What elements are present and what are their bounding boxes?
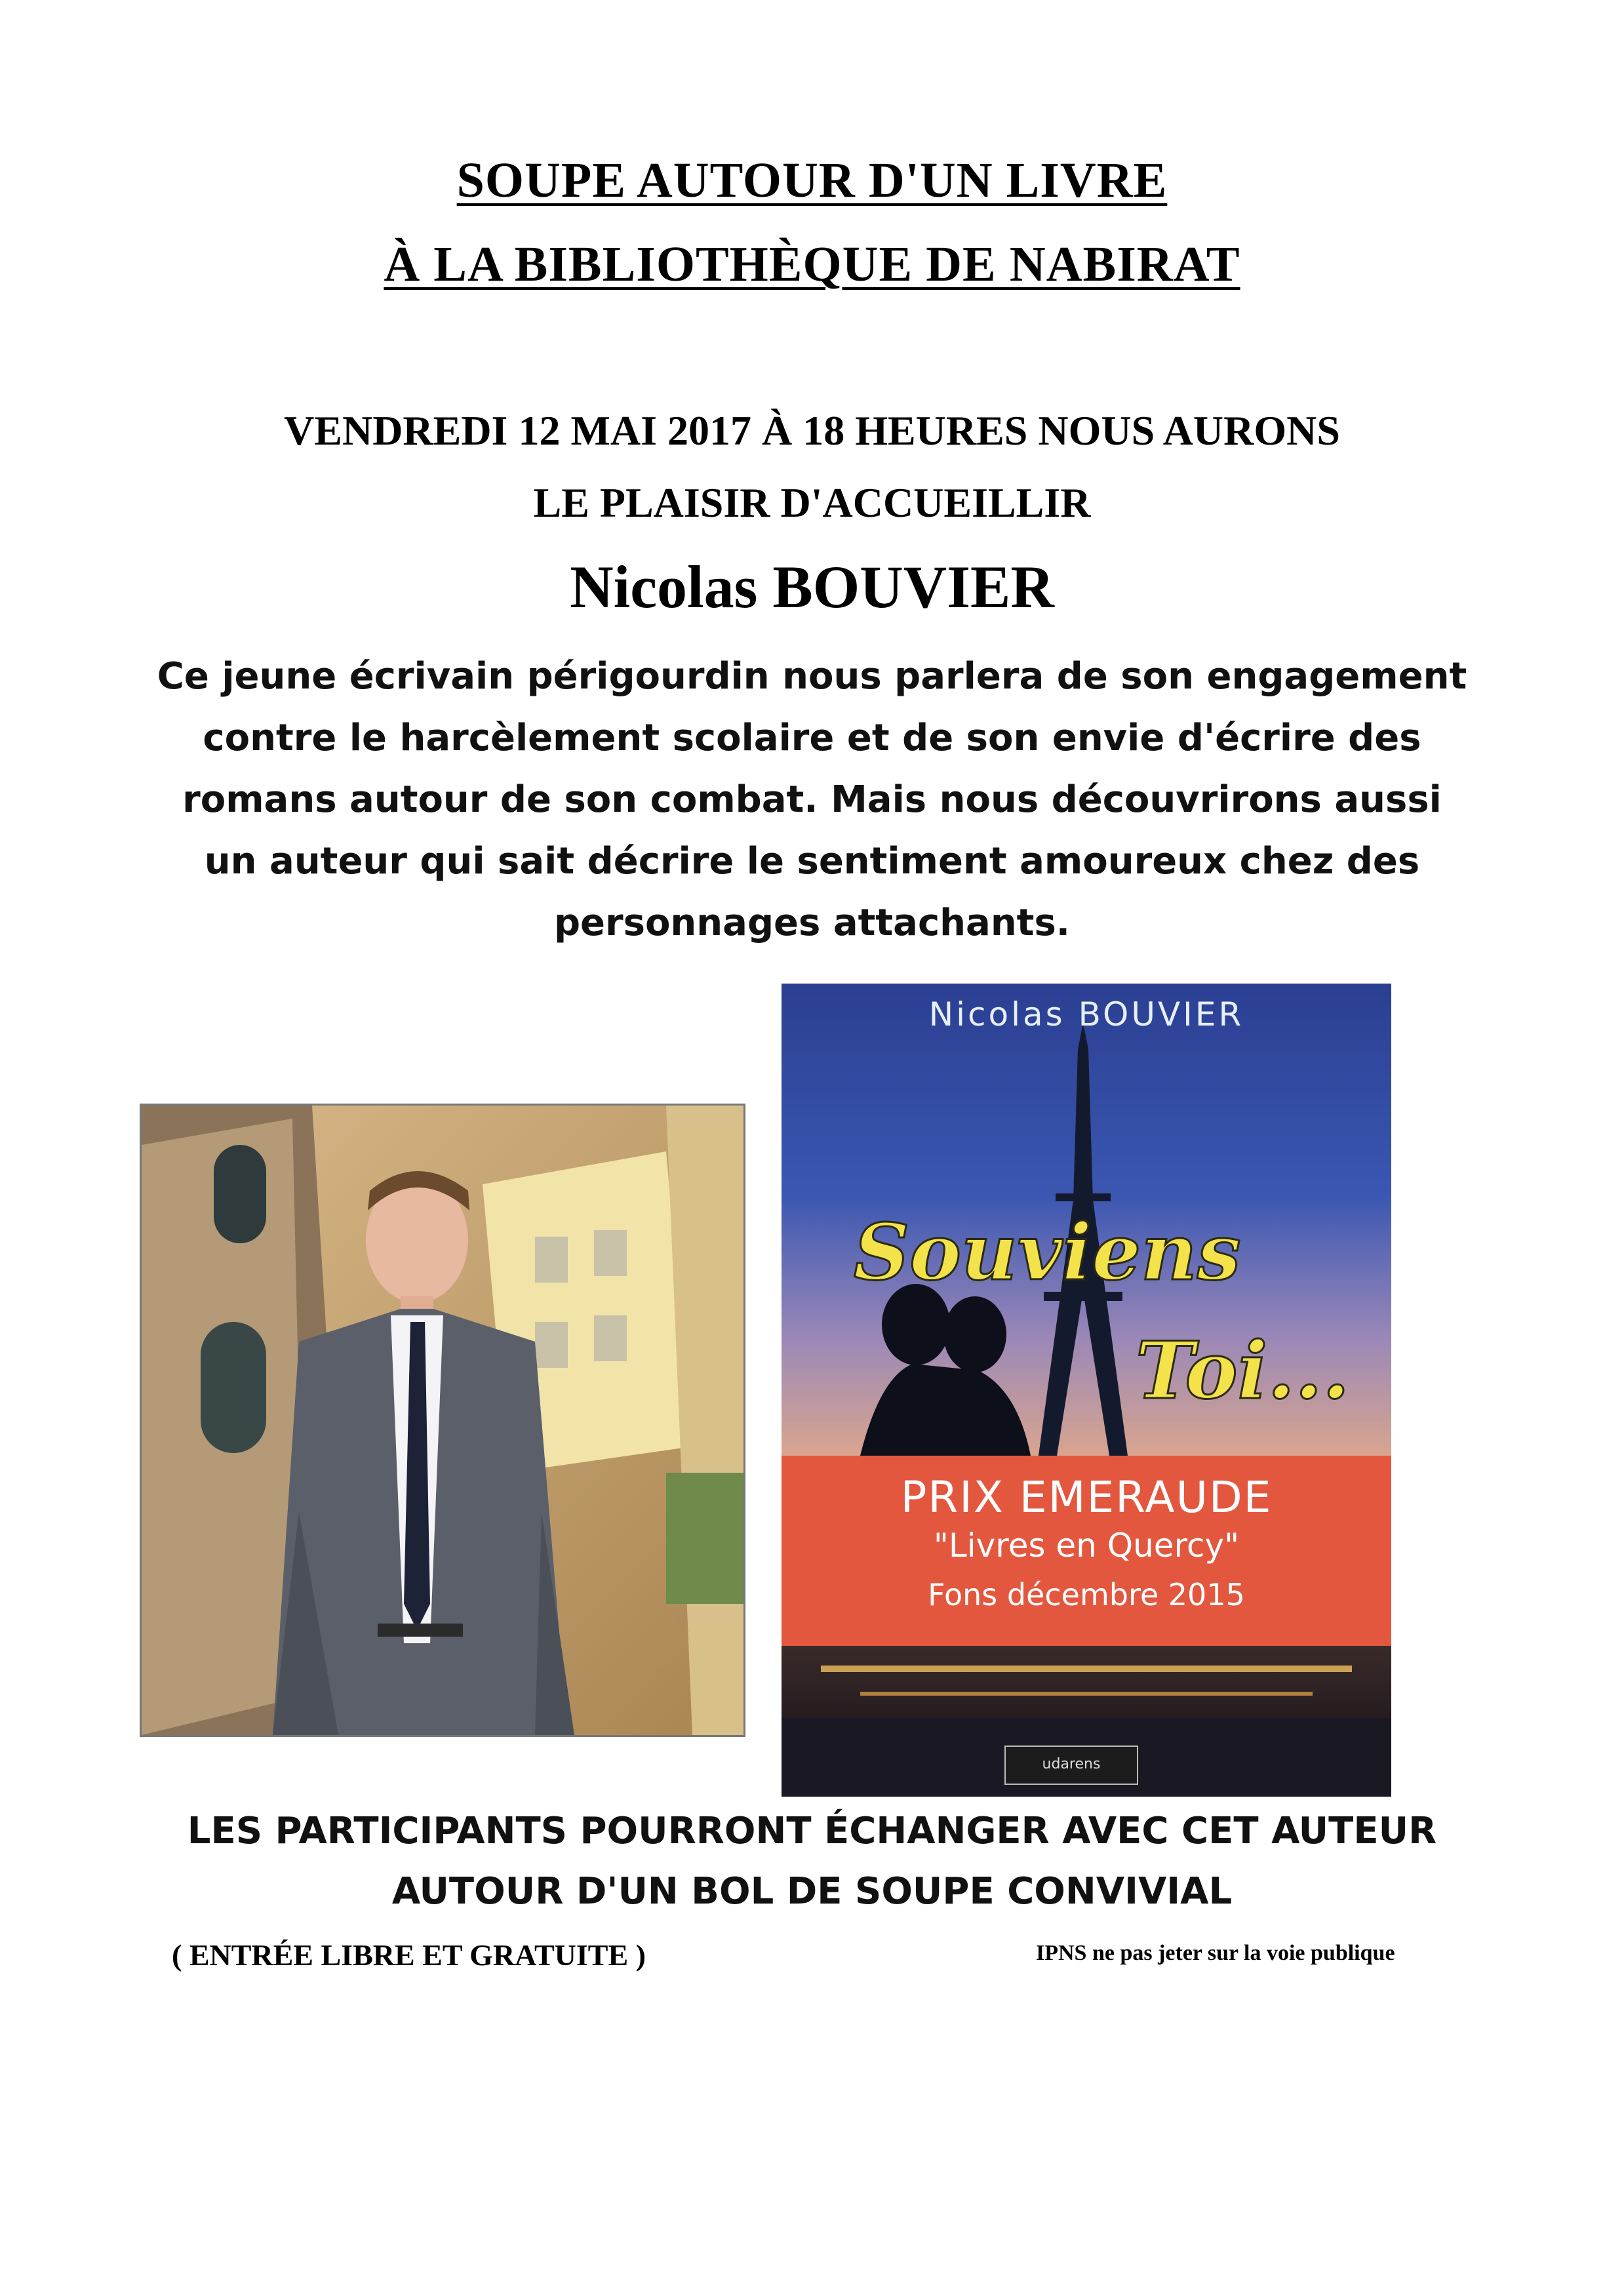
description-line: Ce jeune écrivain périgourdin nous parlera de son engagement: [157, 655, 1467, 698]
title-line-2: À LA BIBLIOTHÈQUE DE NABIRAT: [384, 237, 1240, 292]
author-photo-illustration: [142, 1106, 743, 1735]
footer-line-2: AUTOUR D'UN BOL DE SOUPE CONVIVIAL: [391, 1870, 1233, 1913]
author-photo: [140, 1104, 745, 1737]
description-line: un auteur qui sait décrire le sentiment amoureux chez des: [204, 840, 1420, 883]
cover-title-word-1: Souviens: [854, 1207, 1241, 1298]
ipns-note: IPNS ne pas jeter sur la voie publique: [1036, 1941, 1395, 1965]
free-entry-note: ( ENTRÉE LIBRE ET GRATUITE ): [172, 1938, 646, 1972]
description-line: personnages attachants.: [553, 902, 1071, 944]
prize-subtitle: "Livres en Quercy": [933, 1527, 1240, 1565]
title-line-1: SOUPE AUTOUR D'UN LIVRE: [456, 153, 1168, 208]
book-cover: [782, 984, 1391, 1797]
publisher-logo: udarens: [1004, 1746, 1138, 1785]
description-line: romans autour de son combat. Mais nous découvrirons aussi: [182, 778, 1442, 821]
event-welcome-line: LE PLAISIR D'ACCUEILLIR: [533, 479, 1091, 526]
cover-author: Nicolas BOUVIER: [928, 995, 1244, 1033]
event-date-line: VENDREDI 12 MAI 2017 À 18 HEURES NOUS AURONS: [284, 407, 1340, 454]
prize-date: Fons décembre 2015: [928, 1577, 1245, 1612]
cover-title-word-2: Toi...: [1136, 1325, 1350, 1417]
description: [131, 646, 1493, 954]
author-name: Nicolas BOUVIER: [570, 553, 1054, 620]
prize-name: PRIX EMERAUDE: [900, 1472, 1273, 1523]
footer-line-1: LES PARTICIPANTS POURRONT ÉCHANGER AVEC CET AUTEUR: [187, 1810, 1437, 1852]
description-line: contre le harcèlement scolaire et de son envie d'écrire des: [203, 717, 1421, 759]
